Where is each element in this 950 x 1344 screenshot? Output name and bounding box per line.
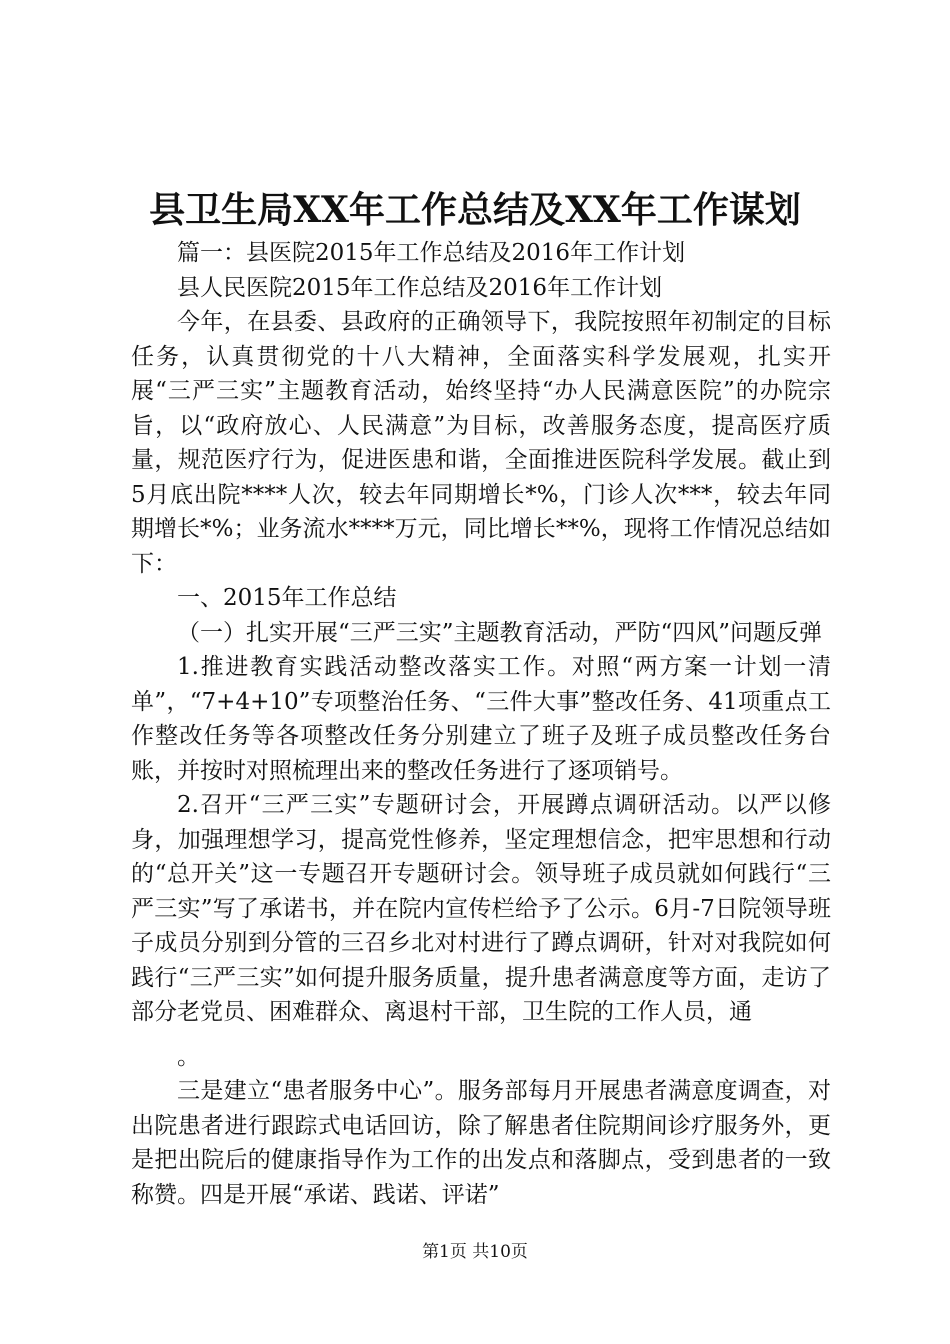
paragraph-report-heading: 县人民医院2015年工作总结及2016年工作计划 [177,274,663,301]
subsection-heading-three-strict: （一）扎实开展“三严三实”主题教育活动，严防“四风”问题反弹 [177,619,823,646]
document-body [131,236,831,1212]
section-heading-2015-summary: 一、2015年工作总结 [177,585,397,611]
page-number-footer: 第1页 共10页 [422,1242,528,1262]
paragraph-separator-dot: 。 [177,1043,200,1070]
paragraph-item-1: 1.推进教育实践活动整改落实工作。对照“两方案一计划一清单”，“7+4+10”专项整治任务、“三件大事”整改任务、41项重点工作整改任务等各项整改任务分别建立了班子及班子成员整改任务台账，并按时对照梳理出来的整改任务进行了逐项销号。 [131,654,831,784]
paragraph-patient-service-center: 三是建立“患者服务中心”。服务部每月开展患者满意度调查，对出院患者进行跟踪式电话回访，除了解患者住院期间诊疗服务外，更是把出院后的健康指导作为工作的出发点和落脚点，受到患者的一致称赞。四是开展“承诺、践诺、评诺” [131,1078,831,1208]
paragraph-item-2: 2.召开“三严三实”专题研讨会，开展蹲点调研活动。以严以修身，加强理想学习，提高党性修养，坚定理想信念，把牢思想和行动的“总开关”这一专题召开专题研讨会。领导班子成员就如何践行“三严三实”写了承诺书，并在院内宣传栏给予了公示。6月-7日院领导班子成员分别到分管的三召乡北对村进行了蹲点调研，针对对我院如何践行“三严三实”如何提升服务质量，提升患者满意度等方面，走访了部分老党员、困难群众、离退村干部，卫生院的工作人员，通 [131,792,831,1025]
paragraph-part-one-heading: 篇一：县医院2015年工作总结及2016年工作计划 [177,240,686,266]
paragraph-introduction: 今年，在县委、县政府的正确领导下，我院按照年初制定的目标任务，认真贯彻党的十八大精神，全面落实科学发展观，扎实开展“三严三实”主题教育活动，始终坚持“办人民满意医院”的办院宗旨，以“政府放心、人民满意”为目标，改善服务态度，提高医疗质量，规范医疗行为，促进医患和谐，全面推进医院科学发展。截止到5月底出院****人次，较去年同期增长*%，门诊人次***，较去年同期增长*%；业务流水****万元，同比增长**%，现将工作情况总结如下： [131,309,831,577]
document-title: 县卫生局XX年工作总结及XX年工作谋划 [149,189,801,231]
